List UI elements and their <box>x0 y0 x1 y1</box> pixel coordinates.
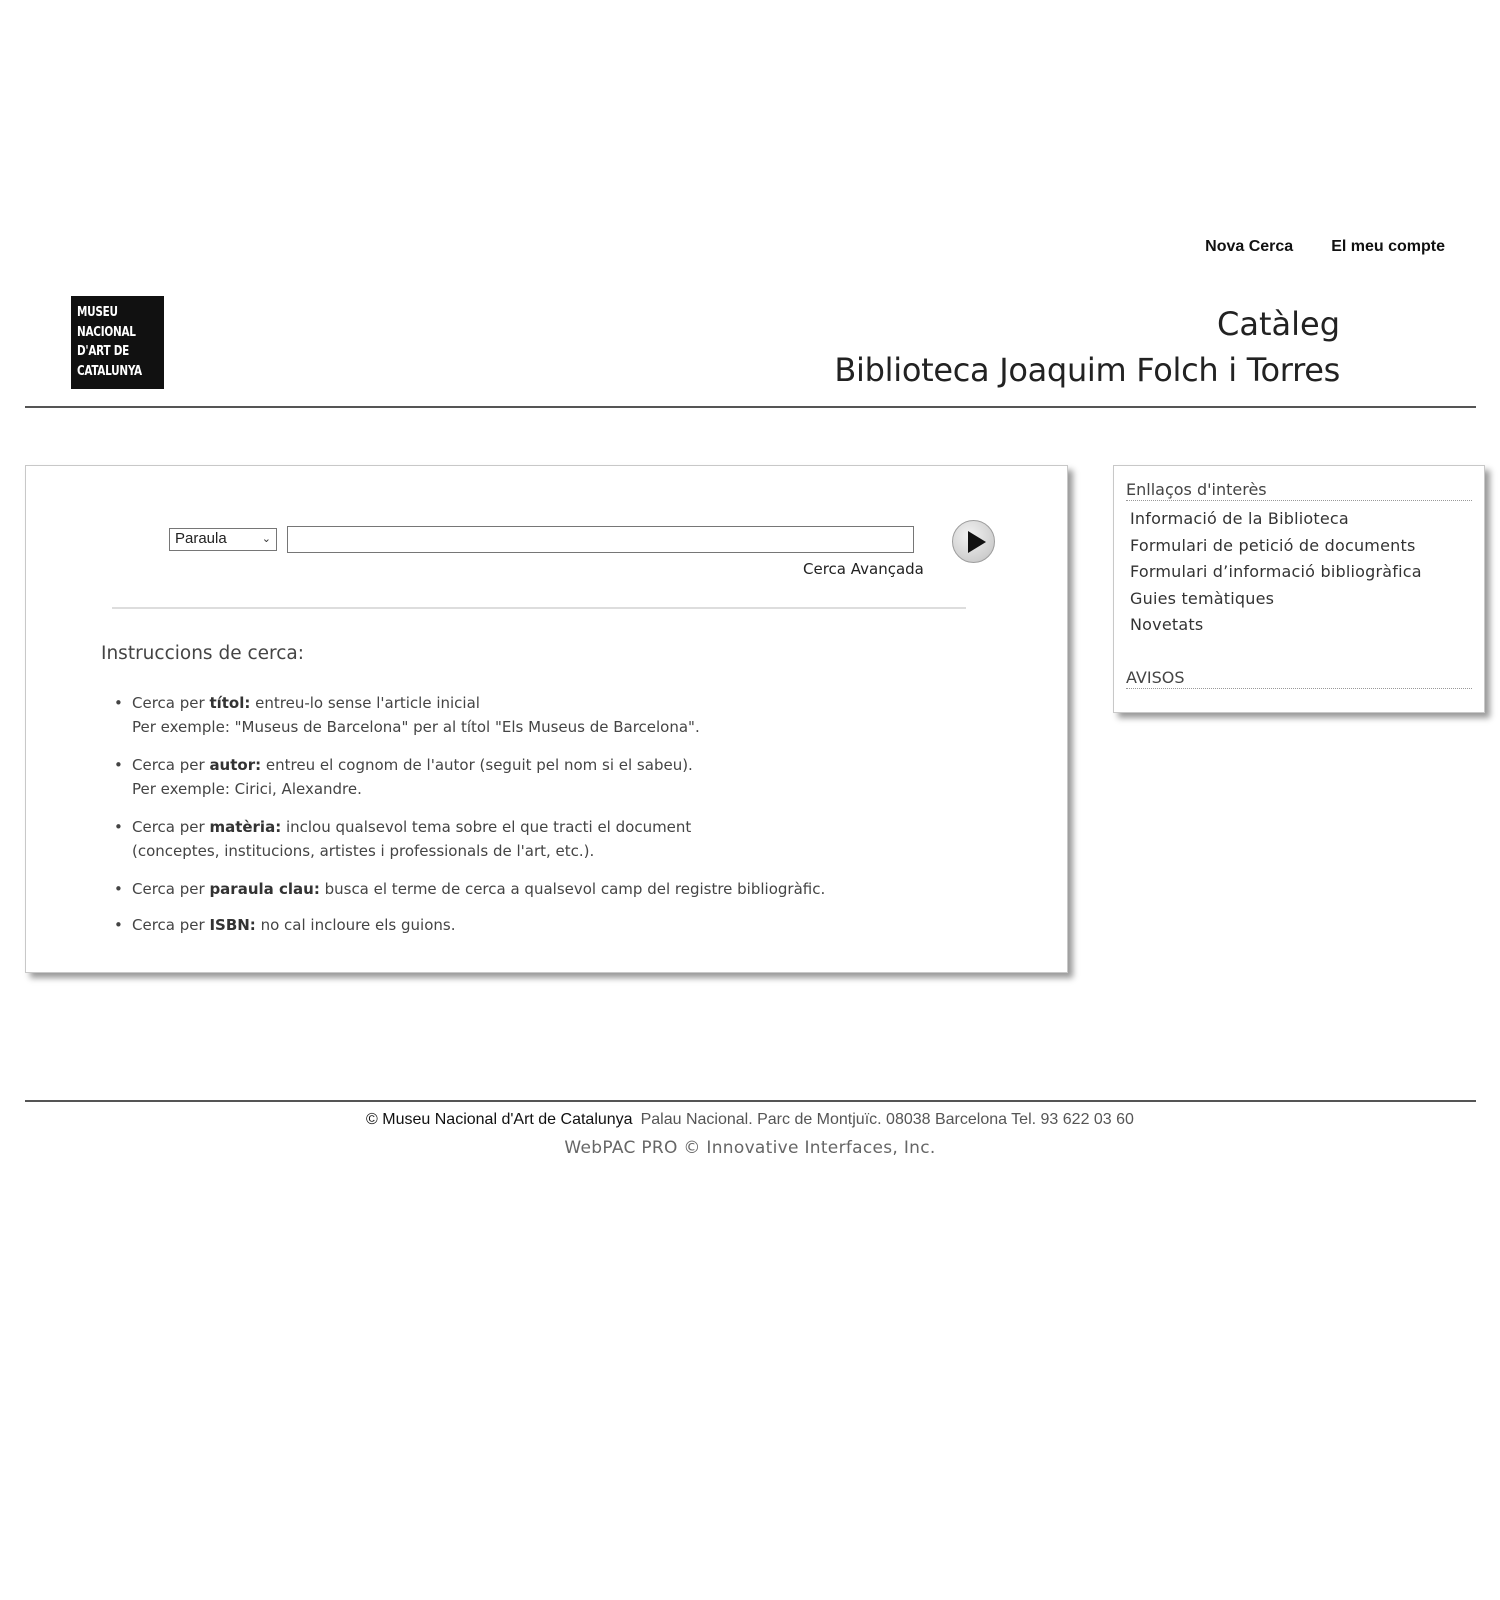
logo-line: CATALUNYA <box>77 362 142 379</box>
instruction-item <box>114 913 825 937</box>
top-nav <box>1205 238 1445 256</box>
instruction-term: paraula clau: <box>209 880 320 898</box>
instruction-item <box>114 691 825 739</box>
logo-line: MUSEU <box>77 304 118 320</box>
search-submit-button[interactable] <box>952 520 995 563</box>
sidebar-link-subject-guides[interactable]: Guies temàtiques <box>1130 588 1275 608</box>
instruction-example: Per exemple: Cirici, Alexandre. <box>132 780 362 798</box>
sidebar-link-new-items[interactable]: Novetats <box>1130 615 1204 634</box>
instruction-item <box>114 815 825 863</box>
play-arrow-icon <box>968 531 986 553</box>
instruction-term: autor: <box>209 756 262 774</box>
links-list <box>1130 506 1422 639</box>
search-panel <box>25 465 1068 973</box>
instruction-text: entreu el cognom de l'autor (seguit pel nom si el sabeu). <box>261 756 693 774</box>
search-type-value: Paraula <box>175 530 227 547</box>
instruction-term: títol: <box>209 694 251 712</box>
instruction-example: (conceptes, institucions, artistes i professionals de l'art, etc.). <box>132 842 595 860</box>
catalog-title: Catàleg <box>1217 305 1340 343</box>
links-heading: Enllaços d'interès <box>1126 480 1472 501</box>
footer-webpac: WebPAC PRO © Innovative Interfaces, Inc. <box>564 1138 936 1158</box>
instruction-example: Per exemple: "Museus de Barcelona" per al títol "Els Museus de Barcelona". <box>132 718 700 736</box>
instruction-prefix: Cerca per <box>132 916 210 934</box>
instructions-list <box>114 691 825 951</box>
instruction-text: no cal incloure els guions. <box>255 916 456 934</box>
instructions-title: Instruccions de cerca: <box>101 643 304 664</box>
footer-address-line <box>0 1111 1500 1129</box>
new-search-link[interactable]: Nova Cerca <box>1205 238 1294 255</box>
footer-address: Palau Nacional. Parc de Montjuïc. 08038 Barcelona Tel. 93 622 03 60 <box>640 1111 1134 1128</box>
my-account-link[interactable]: El meu compte <box>1331 238 1445 255</box>
search-divider <box>112 607 966 609</box>
notices-heading: AVISOS <box>1126 668 1472 689</box>
museum-logo[interactable] <box>71 296 164 389</box>
instruction-term: matèria: <box>209 818 282 836</box>
sidebar-panel <box>1113 465 1485 713</box>
instruction-item <box>114 877 825 901</box>
logo-line: NACIONAL <box>77 323 136 340</box>
sidebar-link-bibliographic-info[interactable]: Formulari d’informació bibliogràfica <box>1130 562 1422 581</box>
footer-divider <box>25 1100 1476 1102</box>
instruction-text: entreu-lo sense l'article inicial <box>250 694 480 712</box>
search-input[interactable] <box>287 526 914 553</box>
sidebar-link-document-request[interactable]: Formulari de petició de documents <box>1130 535 1416 555</box>
footer-copyright: © Museu Nacional d'Art de Catalunya <box>366 1111 633 1128</box>
instruction-prefix: Cerca per <box>132 756 210 774</box>
instruction-text: busca el terme de cerca a qualsevol camp del registre bibliogràfic. <box>319 880 826 898</box>
header-titles <box>834 300 1340 392</box>
logo-line: D'ART DE <box>77 343 129 359</box>
header-divider <box>25 406 1476 408</box>
instruction-prefix: Cerca per <box>132 818 210 836</box>
advanced-search-link[interactable]: Cerca Avançada <box>803 560 924 578</box>
instruction-text: inclou qualsevol tema sobre el que tracti el document <box>281 818 692 836</box>
sidebar-link-library-info[interactable]: Informació de la Biblioteca <box>1130 509 1349 528</box>
instruction-term: ISBN: <box>209 916 256 934</box>
instruction-prefix: Cerca per <box>132 880 210 898</box>
instruction-prefix: Cerca per <box>132 694 210 712</box>
instruction-item <box>114 753 825 801</box>
chevron-down-icon: ⌄ <box>261 533 271 545</box>
library-title: Biblioteca Joaquim Folch i Torres <box>834 351 1340 389</box>
search-type-select[interactable] <box>169 528 277 551</box>
